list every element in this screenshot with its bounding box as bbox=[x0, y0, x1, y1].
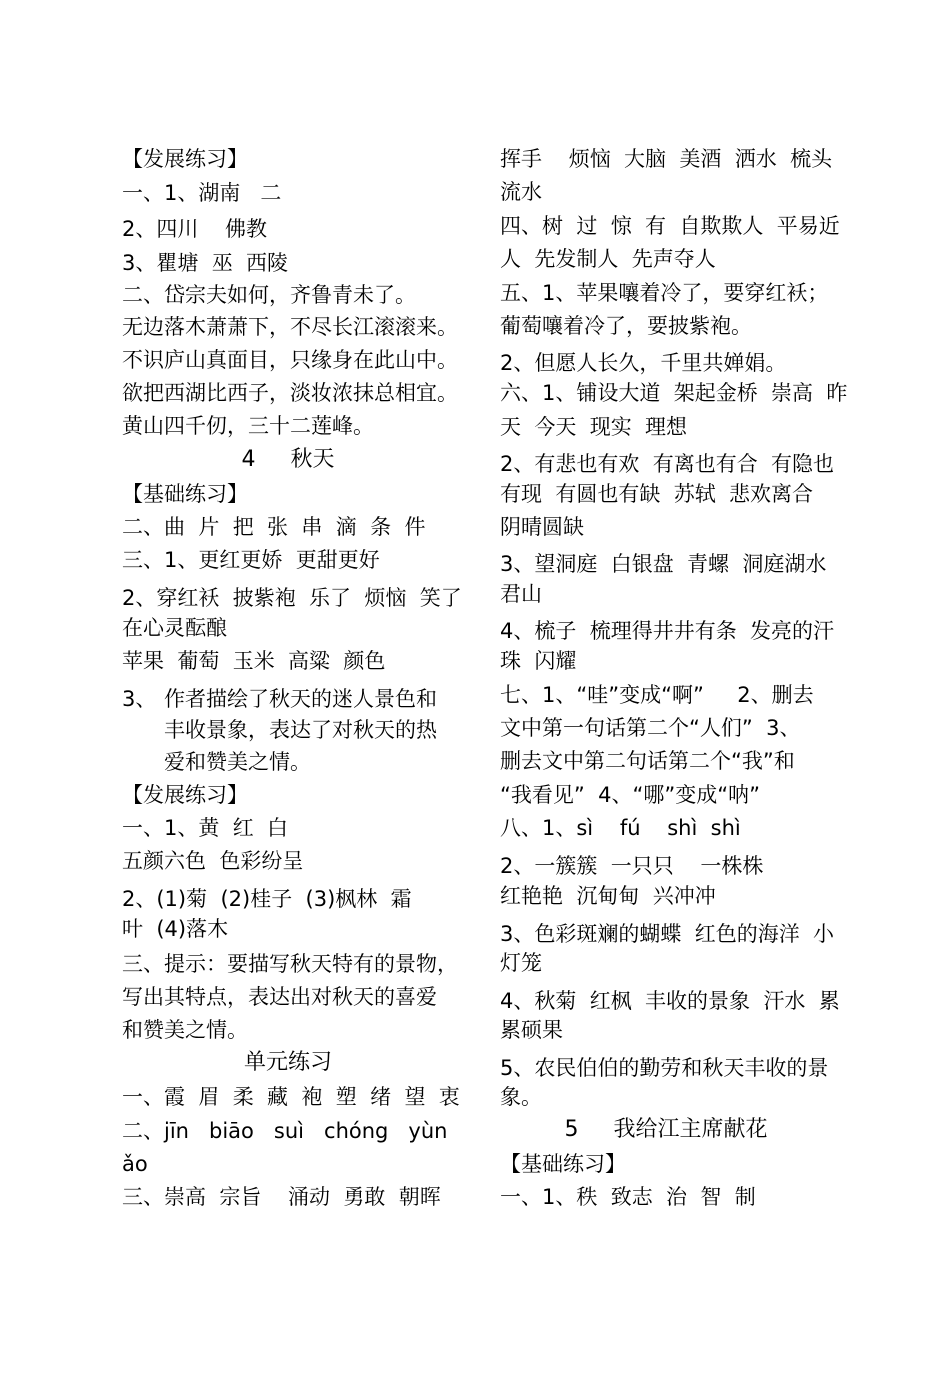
answer-line: 二、岱宗夫如何，齐鲁青未了。 bbox=[122, 283, 416, 307]
answer-line: 2、但愿人长久，千里共婵娟。 bbox=[500, 351, 787, 375]
answer-line: 珠 闪耀 bbox=[500, 649, 577, 673]
answer-line: 一、1、黄 红 白 bbox=[122, 816, 289, 840]
answer-line: 人 先发制人 先声夺人 bbox=[500, 247, 716, 271]
section-heading: 【基础练习】 bbox=[500, 1152, 626, 1176]
answer-line: 和赞美之情。 bbox=[122, 1018, 248, 1042]
answer-line: 四、树 过 惊 有 自欺欺人 平易近 bbox=[500, 214, 840, 238]
answer-line: 红艳艳 沉甸甸 兴冲冲 bbox=[500, 884, 716, 908]
answer-line: 2、四川 佛教 bbox=[122, 217, 268, 241]
answer-line: 删去文中第二句话第二个“我”和 bbox=[500, 749, 795, 773]
lesson-title: 5 我给江主席献花 bbox=[564, 1117, 768, 1142]
answer-line: 灯笼 bbox=[500, 951, 542, 975]
answer-line: 二、jīn biāo suì chóng yùn bbox=[122, 1119, 448, 1143]
answer-line: 六、1、铺设大道 架起金桥 崇高 昨 bbox=[500, 381, 848, 405]
answer-line: 葡萄嚷着冷了，要披紫袍。 bbox=[500, 314, 752, 338]
answer-line: 黄山四千仞，三十二莲峰。 bbox=[122, 414, 374, 438]
answer-line: 三、提示：要描写秋天特有的景物， bbox=[122, 952, 458, 976]
answer-line: 象。 bbox=[500, 1085, 542, 1109]
answer-line: 五颜六色 色彩纷呈 bbox=[122, 849, 304, 873]
answer-line: 3、色彩斑斓的蝴蝶 红色的海洋 小 bbox=[500, 922, 835, 946]
answer-line: 3、瞿塘 巫 西陵 bbox=[122, 251, 289, 275]
item-number: 3、 bbox=[122, 687, 157, 711]
answer-line: 在心灵酝酿 bbox=[122, 616, 227, 640]
section-heading: 【发展练习】 bbox=[122, 147, 248, 171]
answer-line: 阴晴圆缺 bbox=[500, 515, 584, 539]
answer-line: 累硕果 bbox=[500, 1018, 563, 1042]
answer-line: ǎo bbox=[122, 1152, 148, 1176]
answer-line: 3、望洞庭 白银盘 青螺 洞庭湖水 bbox=[500, 552, 827, 576]
answer-line: 三、崇高 宗旨 涌动 勇敢 朝晖 bbox=[122, 1185, 441, 1209]
answer-line: 叶 (4)落木 bbox=[122, 917, 229, 941]
answer-line: 写出其特点，表达出对秋天的喜爱 bbox=[122, 985, 437, 1009]
answer-line: 一、霞 眉 柔 藏 袍 塑 绪 望 衷 bbox=[122, 1085, 460, 1109]
answer-line: 作者描绘了秋天的迷人景色和 bbox=[164, 687, 437, 711]
answer-line: “我看见” 4、“哪”变成“呐” bbox=[500, 783, 760, 807]
answer-line: 五、1、苹果嚷着冷了，要穿红袄； bbox=[500, 281, 829, 305]
lesson-title: 4 秋天 bbox=[241, 447, 335, 472]
section-heading: 【基础练习】 bbox=[122, 482, 248, 506]
answer-line: 八、1、sì fú shì shì bbox=[500, 816, 741, 840]
answer-line: 挥手 烦恼 大脑 美酒 洒水 梳头 bbox=[500, 147, 833, 171]
answer-line: 君山 bbox=[500, 582, 542, 606]
answer-line: 天 今天 现实 理想 bbox=[500, 415, 688, 439]
answer-line: 无边落木萧萧下，不尽长江滚滚来。 bbox=[122, 315, 458, 339]
answer-line: 苹果 葡萄 玉米 高粱 颜色 bbox=[122, 649, 386, 673]
answer-line: 2、穿红袄 披紫袍 乐了 烦恼 笑了 bbox=[122, 586, 462, 610]
answer-line: 七、1、“哇”变成“啊” 2、删去 bbox=[500, 683, 814, 707]
answer-line: 一、1、秩 致志 治 智 制 bbox=[500, 1185, 756, 1209]
answer-line: 4、秋菊 红枫 丰收的景象 汗水 累 bbox=[500, 989, 840, 1013]
answer-line: 2、一簇簇 一只只 一株株 bbox=[500, 854, 764, 878]
unit-title: 单元练习 bbox=[243, 1050, 332, 1075]
answer-line: 有现 有圆也有缺 苏轼 悲欢离合 bbox=[500, 482, 814, 506]
answer-line: 三、1、更红更娇 更甜更好 bbox=[122, 548, 380, 572]
answer-line: 不识庐山真面目，只缘身在此山中。 bbox=[122, 348, 458, 372]
answer-line: 爱和赞美之情。 bbox=[164, 750, 311, 774]
answer-line: 4、梳子 梳理得井井有条 发亮的汗 bbox=[500, 619, 835, 643]
answer-line: 丰收景象，表达了对秋天的热 bbox=[164, 718, 437, 742]
answer-line: 一、1、湖南 二 bbox=[122, 181, 282, 205]
answer-line: 2、有悲也有欢 有离也有合 有隐也 bbox=[500, 452, 835, 476]
answer-line: 欲把西湖比西子，淡妆浓抹总相宜。 bbox=[122, 381, 458, 405]
answer-line: 5、农民伯伯的勤劳和秋天丰收的景 bbox=[500, 1056, 829, 1080]
answer-line: 文中第一句话第二个“人们” 3、 bbox=[500, 716, 801, 740]
answer-line: 二、曲 片 把 张 串 滴 条 件 bbox=[122, 515, 426, 539]
section-heading: 【发展练习】 bbox=[122, 783, 248, 807]
answer-line: 2、(1)菊 (2)桂子 (3)枫林 霜 bbox=[122, 887, 412, 911]
answer-line: 流水 bbox=[500, 180, 542, 204]
